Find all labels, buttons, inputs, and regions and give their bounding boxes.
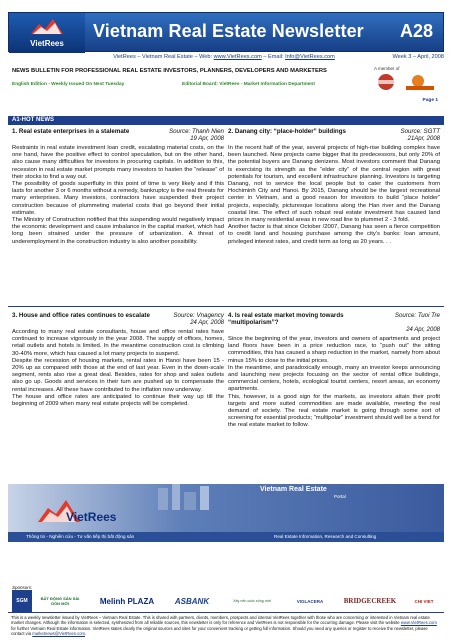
article-title: 3. House and office rates continues to escalate — [12, 312, 150, 319]
article-paragraph: Restraints in real estate investment loan credit, escalating material costs, on the one hand, have the positive effect to control speculation, but on the other hand, also cause many difficulties for investors in procuring capitals. In addition to this, recession in real estate market prompts many investors to hasten the “release” of their stocks to find a way out. — [12, 145, 224, 180]
article-source: Source: SGTT — [400, 128, 440, 135]
article-header — [12, 128, 224, 135]
footer-text-a: This is a weekly newsletter issued by VietRees – Vietnam Real Estate. This is shared with partners, clients, members, prospects and internal VietRees together with those who are concerning or interested in Vietnam real estate market changes. Although the information is selected, synthesized from all reliable sources, this newsletter is only for reference and VietRees is not responsible for the occurring damage. Please visit the website — [11, 615, 430, 626]
sponsor-viglacera: VIGLACERA — [296, 598, 324, 604]
banner-tagline-vi: Thông tin - Nghiên cứu - Tư vấn tiếp thị bất động sản — [26, 534, 135, 539]
portal-banner[interactable] — [8, 484, 444, 542]
member-of-label: A member of — [374, 66, 400, 71]
article-paragraph: The possibility of goods superfluity in this point of time is very likely and if this lasts for another 3 or 6 months without a remedy, bankruptcy is the real threats for many enterprises. Many investors, contractors have suspended their project construction because of plummeting material costs that go beyond their initial estimate. — [12, 181, 224, 216]
article-date: 21Apr, 2008 — [407, 136, 440, 142]
article-paragraph: This, however, is a good sign for the markets, as investors attain their profit targets and more suited commodities are made available, meeting the real demand of society. The real estate market is going through some sort of screening for essential products; “multipolar” investment should well be a trend for the real estate market to follow. — [228, 393, 440, 429]
article-date: 19 Apr, 2008 — [190, 136, 224, 142]
partner-logo-2 — [412, 75, 424, 87]
contact-line — [84, 54, 364, 60]
article-2 — [228, 128, 440, 246]
banner-portal-label: Portal — [334, 494, 346, 499]
info-prefix: VietRees – Vietnam Real Estate – Web: — [113, 54, 213, 60]
sponsor-bridgecreek: BRIDGECREEK — [343, 597, 397, 605]
article-date: 24 Apr, 2008 — [190, 320, 224, 326]
partner-logos — [372, 72, 440, 92]
logo-text: VietRees — [30, 39, 64, 48]
page-number: Page 1 — [422, 98, 438, 103]
banner-title: Vietnam Real Estate — [260, 486, 327, 493]
article-paragraph: The house and office rates are anticipated to continue their way up till the beginning of 2009 when many real estate projects will be completed. — [12, 393, 224, 408]
footer-text-b: for further Vietnam Real Estate information. VietRees states clearly the original sources and sites for your convenient tracking or getting full information. Should you need any queries or register to receive the newsletter, please contact via — [11, 625, 428, 637]
sponsor-melinh-plaza: Melinh PLAZA — [99, 596, 155, 606]
article-header — [12, 312, 224, 319]
sponsor-bds-saigon-moi: BẤT ĐỘNG SẢN SÀI GÒN MỚI — [40, 596, 80, 606]
footer-disclaimer — [8, 612, 444, 638]
sponsor-sgm: SGM — [12, 590, 32, 612]
issue-number: A28 — [399, 21, 433, 41]
website-link[interactable]: www.VietRees.com — [213, 54, 262, 60]
sponsor-asbank: ASBANK — [174, 596, 210, 606]
sponsors-row — [12, 590, 440, 612]
house-icon — [29, 16, 65, 36]
article-paragraph: Since the beginning of the year, investors and owners of apartments and project land floors have been in a price reduction race, to “push out” the sitting commodities, this has caused a sharp reduction in the market, namely from about minus 15% to close to the initial prices. — [228, 336, 440, 364]
article-paragraph: In the meantime, and paradoxically enough, many an investor keeps announcing and launching new projects focusing on the sector of rental office buildings, commercial centers, hotels, ecological tourist centers, resort areas, an economy apartments. — [228, 364, 440, 393]
article-title: 2. Danang city: “place-holder” buildings — [228, 128, 346, 135]
issue-week: Week 3 – April, 2008 — [392, 54, 444, 60]
article-4 — [228, 312, 440, 430]
article-body — [228, 336, 440, 430]
article-title: 4. Is real estate market moving towards “multipolarism”? — [228, 312, 344, 326]
sponsors-label: Sponsors: — [12, 585, 33, 590]
vietrees-logo — [9, 13, 85, 53]
edition-line — [12, 82, 362, 87]
article-date: 24 Apr, 2008 — [406, 327, 440, 333]
newsletter-title: Vietnam Real Estate Newsletter — [93, 21, 364, 41]
banner-strip — [8, 532, 444, 542]
article-paragraph: Despite the recession of housing markets, rental rates in Hanoi have been 15 - 20% up as compared with those at the end of last year. Even in the down-scale segment, rents also rise a great deal. Besides, rates for shop and sales outlets also go up. Goods and services in their turn are pushed up to compensate the rental increases. All these have contributed to the inflation now underway. — [12, 357, 224, 393]
article-paragraph: In the recent half of the year, several projects of high-rise building complex have been launched. New projects came bigger that its predecessors, but only 20% of the potential buyers are Danang denizens. Most investors comment that Danang is exercising its strength as the “elder city” of the central region with great potentials for tourism, and excellent infrastructure planning. Investors is targeting Danang, not to service the local people but to cater the customers from Hochiminh City and Hanoi. By 2015, Danang should be the largest recreational center in Vietnam, and a good reason for investors to build “place holder” projects, especially, picturesque locations along the Han river and the Danang coastal line. The effect of such robust real estate investment has caused land prices in many residential areas in new road line to plummet 2 - 3 fold. — [228, 145, 440, 224]
article-source: Source: Tuoi Tre — [394, 312, 440, 319]
footer-email-link[interactable]: marketnews@VietRees.com — [32, 631, 86, 637]
sponsor-chi-viet: CHI VIET — [414, 598, 434, 604]
section-divider — [8, 306, 444, 307]
article-paragraph: The Ministry of Construction notified that this suspending would negatively impact the economic development and cause imbalance in the capital market, which had long been strained under the pressure of urbanization. A threat of underemployment in the construction industry is also another possibility. — [12, 217, 224, 245]
bulletin-line: NEWS BULLETIN FOR PROFESSIONAL REAL ESTATE INVESTORS, PLANNERS, DEVELOPERS AND MARKETERS — [12, 68, 327, 74]
info-bar — [84, 54, 444, 64]
banner-tagline-en: Real Estate Information, Research and Consulting — [274, 534, 377, 539]
article-body — [228, 145, 440, 246]
article-paragraph: According to many real estate consultants, house and office rental rates have continued to increase vigorously in the year 2008. The supply of offices, homes, retail outlets and hotels is limited. In the meantime construction cost is climbing 30-40% more, which has caused a lot many projects to suspend. — [12, 329, 224, 357]
article-body — [12, 145, 224, 246]
article-source: Source: Thanh Nien — [168, 128, 224, 135]
article-body — [12, 329, 224, 408]
editorial-board: Editorial Board: VietRees - Market Information Department — [182, 82, 315, 87]
article-paragraph: Another factor is that since October /2007, Danang has seen a fierce competition to credit land and housing purchase among the city’s banks: loan amount, privileged interest rates, and credit term as long as 20 years. . . — [228, 224, 440, 245]
sponsor-tagline: Xây nên cuộc sống mới — [233, 599, 271, 603]
email-label: – Email: — [263, 54, 284, 60]
masthead — [8, 12, 444, 52]
article-3 — [12, 312, 224, 408]
article-header — [228, 312, 440, 326]
article-1 — [12, 128, 224, 246]
banner-logo-text: VietRees — [66, 510, 117, 524]
email-link[interactable]: Info@VietRees.com — [285, 54, 335, 60]
article-header — [228, 128, 440, 135]
section-title-hot-news: A1-HOT NEWS — [8, 116, 444, 125]
article-source: Source: Vnagency — [173, 312, 224, 319]
footer-website-link[interactable]: www.VietRees.com — [400, 620, 437, 626]
footer-text-c: . — [85, 631, 87, 637]
edition-text: English Edition - Weekly Issued On Next Tuesday — [12, 82, 125, 87]
article-title: 1. Real estate enterprises in a stalemate — [12, 128, 130, 135]
